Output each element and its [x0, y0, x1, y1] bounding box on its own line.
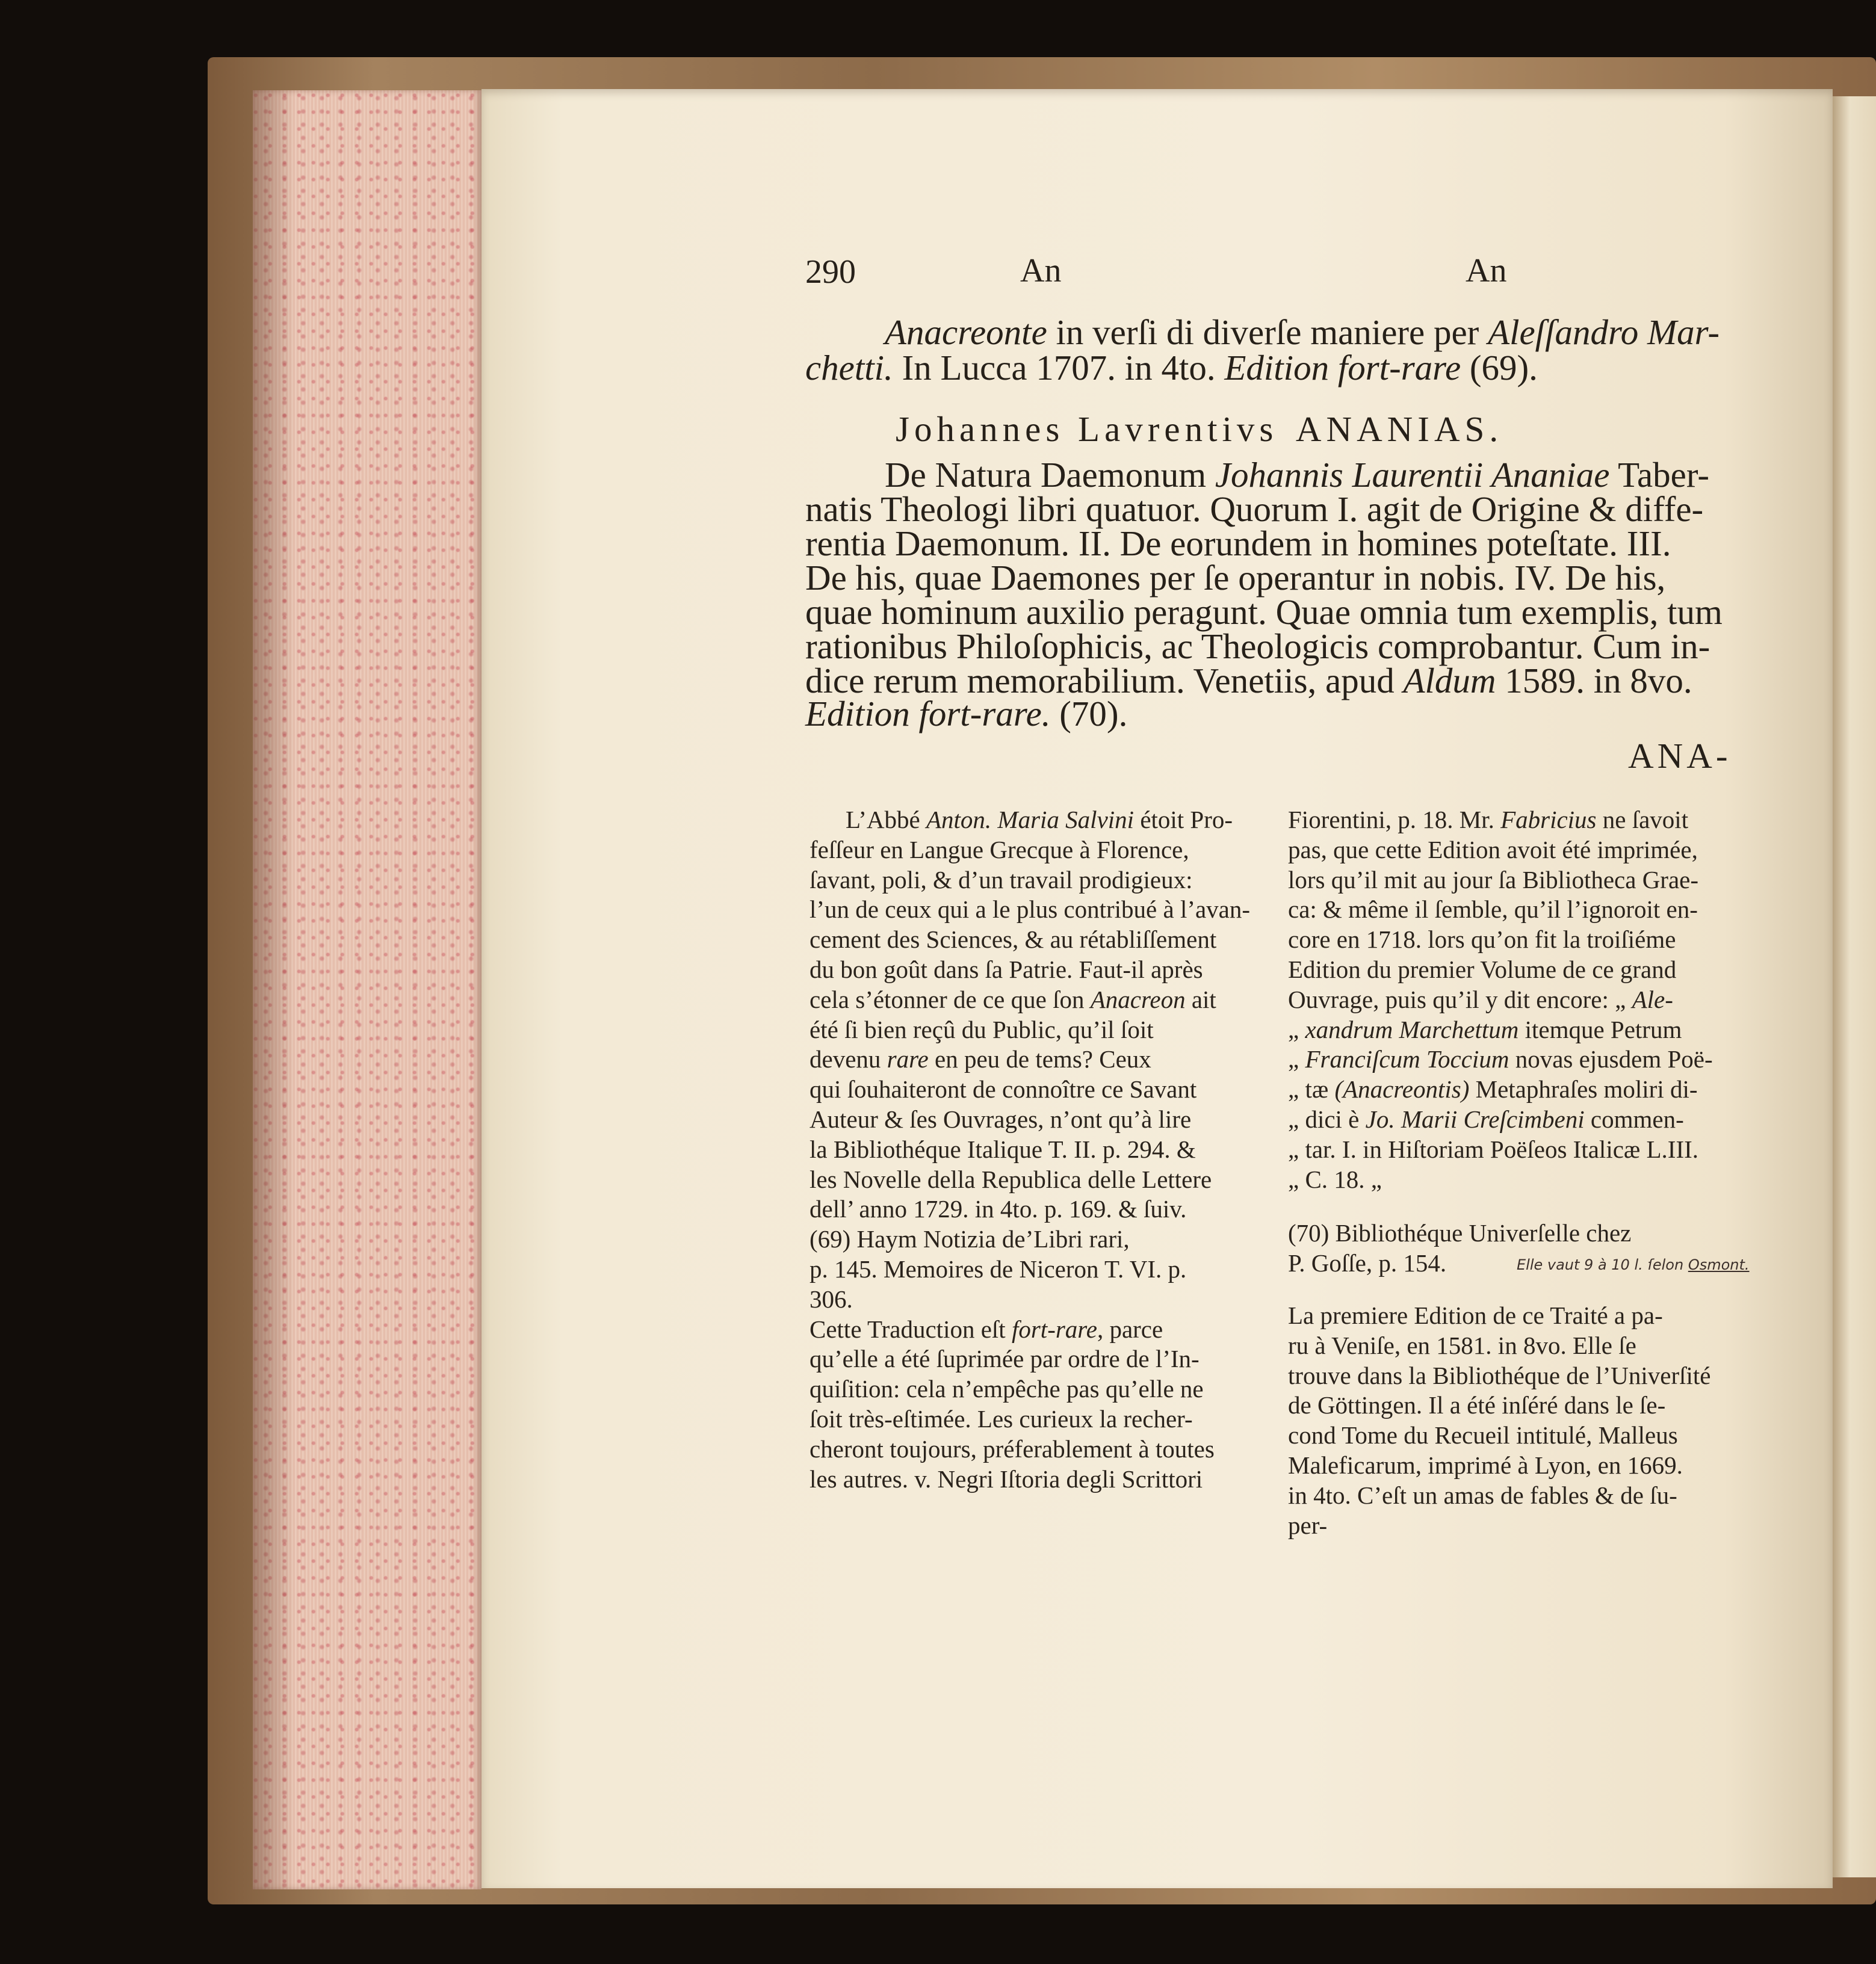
right-note-b-line: [1288, 1301, 1663, 1331]
right-note-text: commen-: [1584, 1105, 1684, 1133]
catchword: ANA-: [1628, 736, 1732, 776]
left-note-text: feſſeur en Langue Grecque à Florence,: [810, 835, 1189, 863]
left-note-text: l’un de ceux qui a le plus contribué à l’avan-: [810, 895, 1251, 924]
entry2-text: dice rerum memorabilium. Venetiis, apud: [805, 661, 1404, 700]
entry2-heading: [896, 409, 1503, 449]
entry2-line: [805, 626, 1710, 666]
right-note-b-text: La premiere Edition de ce Traité a pa-: [1288, 1302, 1663, 1329]
right-note-text: ca: & même il ſemble, qu’il l’ignoroit en-: [1288, 895, 1698, 924]
right-note-text: itemque Petrum: [1518, 1015, 1682, 1043]
right-note-text: „ tæ: [1288, 1075, 1335, 1104]
left-note-text: 306.: [810, 1285, 853, 1313]
left-note-line: [810, 1285, 853, 1315]
right-note-text: core en 1718. lors qu’on fit la troiſiéme: [1288, 925, 1676, 954]
right-note-line: [1288, 805, 1688, 835]
page-number: 290: [805, 253, 856, 291]
right-note-text: „ C. 18. „: [1288, 1165, 1382, 1193]
entry2-heading-name: Johannes Lavrentivs: [896, 409, 1278, 449]
handwritten-name: Osmont.: [1688, 1256, 1750, 1273]
right-note-b-text: Maleficarum, imprimé à Lyon, en 1669.: [1288, 1451, 1683, 1479]
right-note-line: [1288, 835, 1698, 865]
left-note-line: [846, 805, 1233, 835]
left-note-line: [810, 1015, 1154, 1045]
entry1-imprint: In Lucca 1707. in 4to.: [893, 348, 1225, 388]
right-note-b-text: ru à Veniſe, en 1581. in 8vo. Elle ſe: [1288, 1331, 1636, 1359]
left-note-text: la Bibliothéque Italique T. II. p. 294. &: [810, 1135, 1196, 1163]
entry1-text: in verſi di diverſe maniere per: [1047, 312, 1488, 352]
entry2-line: [805, 594, 1723, 630]
left-note-text: devenu: [810, 1045, 887, 1073]
right-note-text: Ouvrage, puis qu’il y dit encore: „: [1288, 985, 1632, 1013]
left-note-line: [810, 1165, 1212, 1195]
right-note-text: lors qu’il mit au jour ſa Bibliotheca Grae-: [1288, 865, 1699, 894]
right-note-text: „: [1288, 1045, 1305, 1073]
entry1-note-ref: (69).: [1461, 348, 1538, 388]
right-note-b-line: [1288, 1481, 1677, 1511]
left-note-line: [810, 865, 1193, 895]
left-note-line: [810, 835, 1189, 865]
right-note-line: [1288, 1075, 1698, 1105]
left-note-text: ſoit très-eſtimée. Les curieux la recher-: [810, 1405, 1193, 1433]
right-note-text: Franciſcum Toccium: [1305, 1045, 1509, 1073]
left-note-line: [810, 1374, 1204, 1404]
right-note-text: Fabricius: [1500, 806, 1597, 833]
entry2-text: De his, quae Daemones per ſe operantur in nobis. IV. De his,: [805, 558, 1666, 598]
left-note-line: [810, 1344, 1200, 1374]
handwritten-annotation: [1517, 1256, 1750, 1273]
entry2-text: quae hominum auxilio peragunt. Quae omnia tum exemplis, tum: [805, 592, 1723, 632]
left-note-line: [810, 955, 1203, 985]
entry1-title: Anacreonte: [885, 312, 1047, 352]
entry1-edition: Edition fort-rare: [1224, 348, 1461, 388]
left-note-line: [810, 1135, 1196, 1165]
right-note-line: [1288, 895, 1698, 925]
right-note-b-line: [1288, 1391, 1665, 1421]
left-note-line: [810, 925, 1216, 955]
left-note-text: cheront toujours, préferablement à toutes: [810, 1434, 1215, 1463]
left-note-line: [810, 1434, 1215, 1465]
note70-line2: P. Goſſe, p. 154.: [1288, 1249, 1447, 1277]
left-note-text: p. 145. Memoires de Niceron T. VI. p.: [810, 1255, 1187, 1283]
entry2-line: [805, 489, 1704, 529]
right-note-b-line: [1288, 1331, 1636, 1361]
left-note-line: [810, 985, 1216, 1015]
entry2-line: [805, 523, 1671, 563]
left-note-line: [810, 1255, 1186, 1285]
entry2-text: natis Theologi libri quatuor. Quorum I. agit de Origine & diffe-: [805, 489, 1704, 529]
left-note-text: Cette Traduction eſt: [810, 1315, 1012, 1343]
entry2-text: Aldum: [1403, 661, 1496, 700]
left-note-text: cela s’étonner de ce que ſon: [810, 985, 1091, 1013]
right-note-text: „ dici è: [1288, 1105, 1366, 1133]
right-note-line: [1288, 1105, 1684, 1135]
left-note-text: ait: [1185, 985, 1216, 1013]
left-note-text: , parce: [1097, 1315, 1163, 1343]
left-note-line: [810, 1224, 1130, 1255]
right-note-text: xandrum Marchettum: [1305, 1015, 1519, 1043]
right-note-line: [1288, 1045, 1713, 1075]
left-note-text: du bon goût dans ſa Patrie. Faut-il après: [810, 956, 1203, 983]
left-note-text: les Novelle della Republica delle Lettere: [810, 1165, 1212, 1193]
left-note-text: cement des Sciences, & au rétabliſſement: [810, 925, 1217, 954]
left-note-text: quiſition: cela n’empêche pas qu’elle ne: [810, 1375, 1204, 1403]
left-note-text: fort-rare: [1011, 1315, 1097, 1343]
left-note-text: rare: [887, 1045, 929, 1073]
right-note-b-line: [1288, 1451, 1683, 1481]
entry1-line1: [885, 312, 1720, 352]
left-note-text: dell’ anno 1729. in 4to. p. 169. & ſuiv.: [810, 1195, 1187, 1223]
entry2-text: 1589. in 8vo.: [1496, 661, 1692, 700]
entry2-text: rentia Daemonum. II. De eorundem in homines poteſtate. III.: [805, 523, 1671, 563]
note70-line1: (70) Bibliothéque Univerſelle chez: [1288, 1219, 1632, 1247]
left-note-text: Auteur & ſes Ouvrages, n’ont qu’à lire: [810, 1105, 1192, 1133]
right-note-text: Ale-: [1632, 985, 1673, 1013]
right-note-line: [1288, 865, 1698, 895]
right-note-text: Fiorentini, p. 18. Mr.: [1288, 806, 1501, 833]
entry2-text: Taber-: [1609, 455, 1709, 495]
left-note-text: (69) Haym Notizia de’Libri rari,: [810, 1225, 1130, 1253]
entry2-note-ref: (70).: [1050, 694, 1128, 733]
entry2-last-line: [805, 696, 1127, 732]
right-note-b-text: de Göttingen. Il a été inſéré dans le ſe-: [1288, 1391, 1666, 1419]
entry1-author: Aleſſandro Mar-: [1488, 312, 1720, 352]
left-note-text: L’Abbé: [846, 806, 926, 833]
right-note-b-text: cond Tome du Recueil intitulé, Malleus: [1288, 1421, 1678, 1450]
left-note-text: étoit Pro-: [1134, 806, 1233, 833]
right-note-line: [1288, 1015, 1682, 1045]
right-note-text: (Anacreontis): [1334, 1075, 1470, 1104]
facing-page-edge: [1833, 96, 1876, 1877]
left-note-text: qu’elle a été ſuprimée par ordre de l’In-: [810, 1345, 1200, 1373]
left-note-text: Anacreon: [1090, 985, 1186, 1013]
right-note-text: „ tar. I. in Hiſtoriam Poëſeos Italicæ L.III.: [1288, 1135, 1699, 1163]
right-note-text: Jo. Marii Creſcimbeni: [1365, 1105, 1585, 1133]
left-note-line: [810, 1045, 1151, 1075]
left-note-line: [810, 1105, 1191, 1135]
left-note-text: en peu de tems? Ceux: [928, 1045, 1151, 1073]
left-note-line: [810, 895, 1250, 925]
right-note-b-text: in 4to. C’eſt un amas de fables & de ſu-: [1288, 1481, 1677, 1509]
entry2-edition: Edition fort-rare.: [805, 694, 1051, 733]
left-note-text: ſavant, poli, & d’un travail prodigieux:: [810, 865, 1193, 894]
entry2-text: Johannis Laurentii Ananiae: [1215, 455, 1610, 495]
entry2-text: De Natura Daemonum: [885, 455, 1215, 495]
right-note-b-line: [1288, 1511, 1327, 1541]
left-note-text: Anton. Maria Salvini: [926, 806, 1135, 833]
entry1-line2: [805, 350, 1538, 386]
running-head-right: An: [1466, 252, 1507, 289]
right-note-text: Edition du premier Volume de ce grand: [1288, 956, 1677, 983]
right-note-text: ne ſavoit: [1596, 806, 1689, 833]
right-note-text: pas, que cette Edition avoit été imprimée,: [1288, 835, 1698, 863]
right-note-line: [1288, 985, 1673, 1015]
right-note-text: Metaphraſes moliri di-: [1469, 1075, 1698, 1104]
entry2-line: [885, 457, 1709, 493]
left-note-text: qui ſouhaiteront de connoître ce Savant: [810, 1075, 1197, 1104]
left-note-line: [810, 1465, 1203, 1495]
entry2-text: rationibus Philoſophicis, ac Theologicis comprobantur. Cum in-: [805, 626, 1710, 666]
right-note-b-line: [1288, 1361, 1711, 1391]
right-note-b-text: trouve dans la Bibliothéque de l’Univerſité: [1288, 1361, 1711, 1389]
left-note-line: [810, 1075, 1196, 1105]
running-head-left: An: [1020, 252, 1062, 289]
right-note-line: [1288, 1135, 1698, 1165]
right-note-text: novas ejusdem Poë-: [1509, 1045, 1713, 1073]
right-note-b-text: per-: [1288, 1511, 1328, 1539]
left-note-line: [810, 1194, 1186, 1224]
handwritten-text: Elle vaut 9 à 10 l. ſelon: [1517, 1256, 1684, 1273]
left-note-text: les autres. v. Negri Iſtoria degli Scrittori: [810, 1465, 1203, 1493]
left-note-line: [810, 1315, 1163, 1345]
left-note-line: [810, 1404, 1193, 1434]
right-note-line: [1288, 1165, 1382, 1195]
left-note-text: été ſi bien reçû du Public, qu’il ſoit: [810, 1015, 1154, 1043]
right-note-b-line: [1288, 1421, 1678, 1451]
entry1-author-cont: chetti.: [805, 348, 893, 388]
right-note-line: [1288, 925, 1676, 955]
entry2-line: [805, 560, 1665, 596]
right-note-text: „: [1288, 1015, 1305, 1043]
entry2-heading-surname: ANANIAS.: [1295, 409, 1503, 449]
right-note-line: [1288, 955, 1676, 985]
page-block-shadow: [253, 90, 295, 1889]
